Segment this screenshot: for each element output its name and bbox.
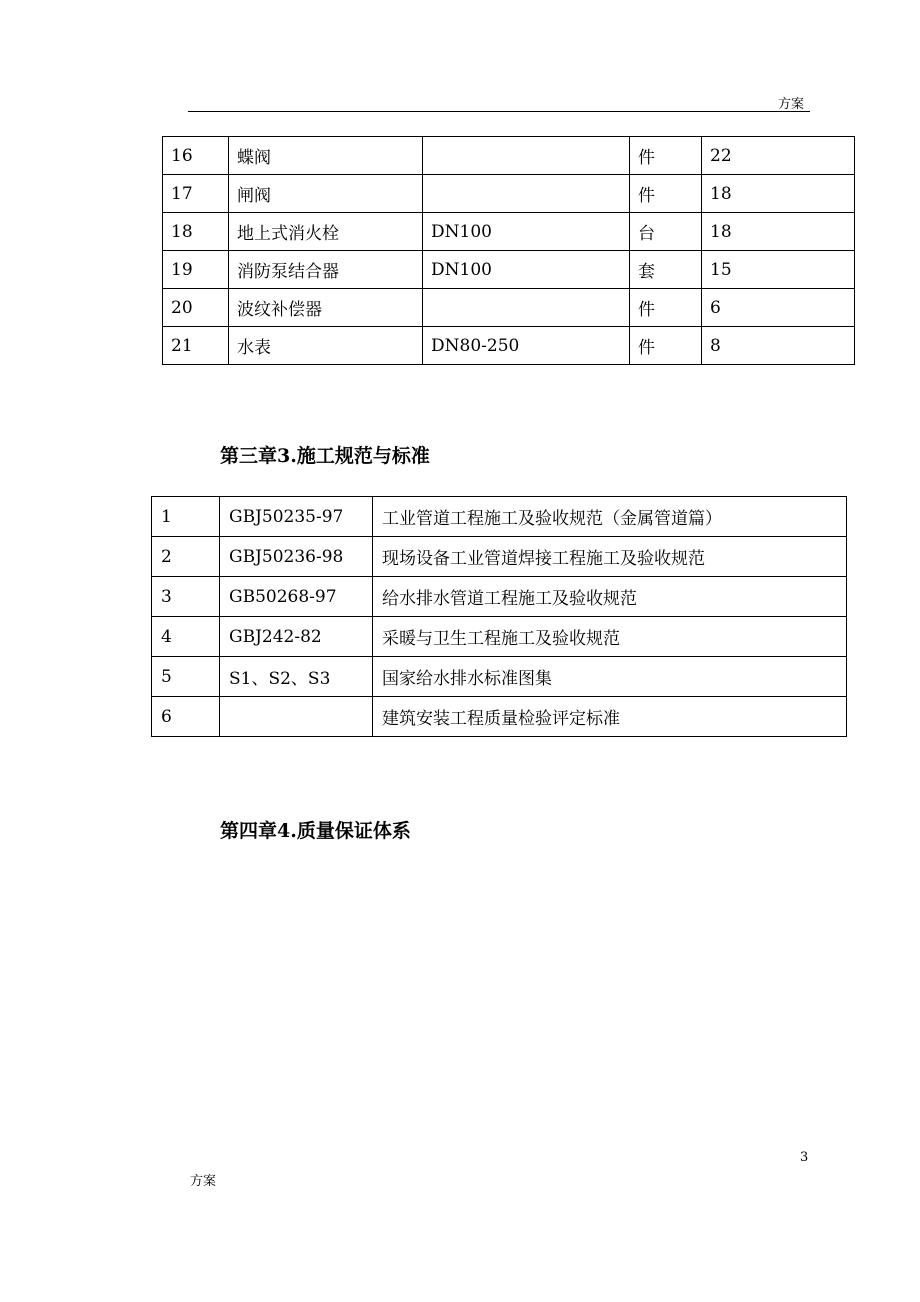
item-number: 19 [163,251,229,289]
table-row [152,617,847,657]
standard-code: GBJ50236-98 [220,537,373,577]
table-row [163,289,855,327]
item-spec: DN100 [423,251,630,289]
standard-title: 给水排水管道工程施工及验收规范 [373,577,847,617]
item-number: 17 [163,175,229,213]
page-number: 3 [800,1150,809,1165]
item-quantity: 22 [702,137,855,175]
item-unit: 件 [630,137,702,175]
table-row [163,137,855,175]
header-rule [188,111,810,112]
item-name: 闸阀 [229,175,423,213]
item-unit: 台 [630,213,702,251]
item-name: 波纹补偿器 [229,289,423,327]
item-unit: 件 [630,289,702,327]
item-quantity: 18 [702,213,855,251]
standard-code: GBJ242-82 [220,617,373,657]
standards-table [151,496,847,737]
chapter-3-heading: 第三章3.施工规范与标准 [220,445,430,467]
item-spec: DN100 [423,213,630,251]
standard-number: 2 [152,537,220,577]
table-row [152,577,847,617]
materials-table [162,136,855,365]
standard-title: 现场设备工业管道焊接工程施工及验收规范 [373,537,847,577]
standard-code: GB50268-97 [220,577,373,617]
standard-number: 6 [152,697,220,737]
standard-number: 1 [152,497,220,537]
table-row [163,175,855,213]
standard-number: 3 [152,577,220,617]
item-name: 地上式消火栓 [229,213,423,251]
item-unit: 件 [630,175,702,213]
item-quantity: 18 [702,175,855,213]
standard-code: GBJ50235-97 [220,497,373,537]
item-unit: 套 [630,251,702,289]
chapter-4-heading: 第四章4.质量保证体系 [220,820,411,842]
table-row [152,657,847,697]
item-quantity: 15 [702,251,855,289]
standard-code [220,697,373,737]
item-name: 消防泵结合器 [229,251,423,289]
item-name: 蝶阀 [229,137,423,175]
standard-title: 工业管道工程施工及验收规范（金属管道篇） [373,497,847,537]
item-spec [423,289,630,327]
table-row [152,697,847,737]
standard-title: 国家给水排水标准图集 [373,657,847,697]
table-row [163,327,855,365]
standard-title: 建筑安装工程质量检验评定标准 [373,697,847,737]
table-row [152,497,847,537]
header-label: 方案 [778,97,805,112]
item-unit: 件 [630,327,702,365]
item-number: 18 [163,213,229,251]
table-row [163,213,855,251]
item-spec [423,137,630,175]
standard-code: S1、S2、S3 [220,657,373,697]
item-quantity: 6 [702,289,855,327]
standard-number: 5 [152,657,220,697]
item-quantity: 8 [702,327,855,365]
item-number: 20 [163,289,229,327]
table-row [163,251,855,289]
standard-number: 4 [152,617,220,657]
item-spec: DN80-250 [423,327,630,365]
item-number: 16 [163,137,229,175]
standard-title: 采暖与卫生工程施工及验收规范 [373,617,847,657]
item-spec [423,175,630,213]
item-name: 水表 [229,327,423,365]
item-number: 21 [163,327,229,365]
table-row [152,537,847,577]
footer-label: 方案 [190,1174,217,1189]
